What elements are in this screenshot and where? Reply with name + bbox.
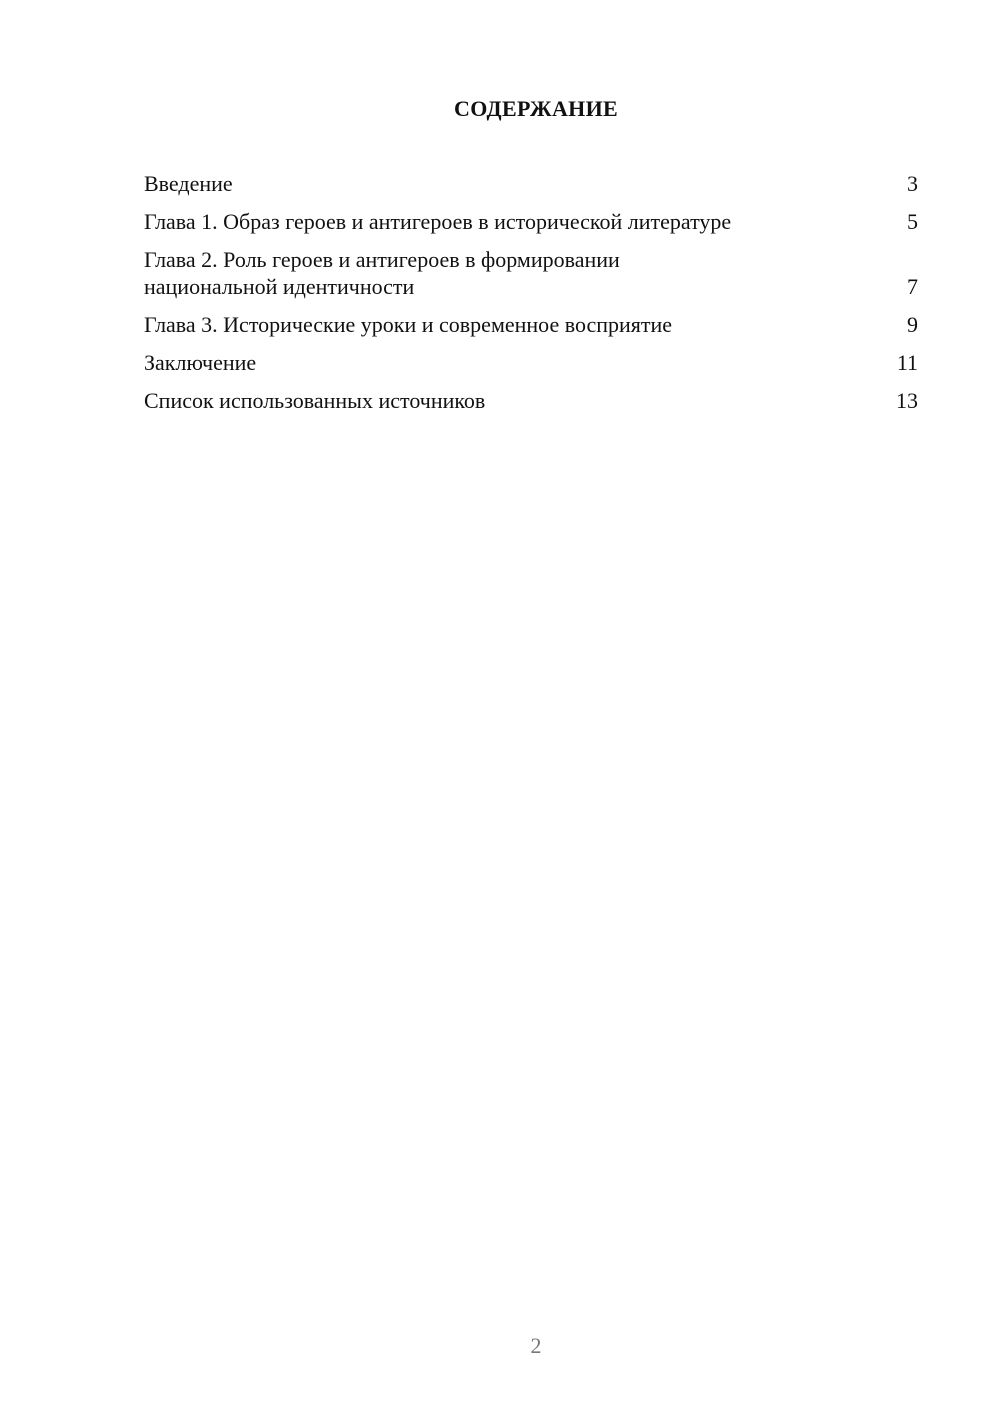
page-number: 2 <box>530 1333 542 1358</box>
toc-entry-chapter-1 <box>144 208 918 235</box>
toc-entry-text: Введение <box>144 171 233 196</box>
toc-entry-page: 3 <box>907 171 918 196</box>
toc-entry-text: Список использованных источников <box>144 388 486 413</box>
document-title: СОДЕРЖАНИЕ <box>454 96 618 121</box>
toc-entry-introduction <box>144 170 918 197</box>
toc-entry-page: 5 <box>907 209 918 234</box>
toc-entry-page: 13 <box>896 388 918 413</box>
toc-entry-text: Глава 3. Исторические уроки и современное восприятие <box>144 312 673 337</box>
toc-entry-text: Глава 2. Роль героев и антигероев в формировании национальной идентичности <box>144 247 620 299</box>
toc-entry-text: Заключение <box>144 350 257 375</box>
toc-entry-page: 9 <box>907 312 918 337</box>
toc-entry-chapter-3 <box>144 311 918 338</box>
toc-entry-page: 7 <box>907 274 918 299</box>
toc-entry-page: 11 <box>896 350 918 375</box>
toc-entry-text: Глава 1. Образ героев и антигероев в исторической литературе <box>144 209 732 234</box>
toc-entry-conclusion <box>144 349 918 376</box>
table-of-contents <box>144 170 918 425</box>
toc-entry-chapter-2 <box>144 246 918 300</box>
toc-entry-sources <box>144 387 918 414</box>
